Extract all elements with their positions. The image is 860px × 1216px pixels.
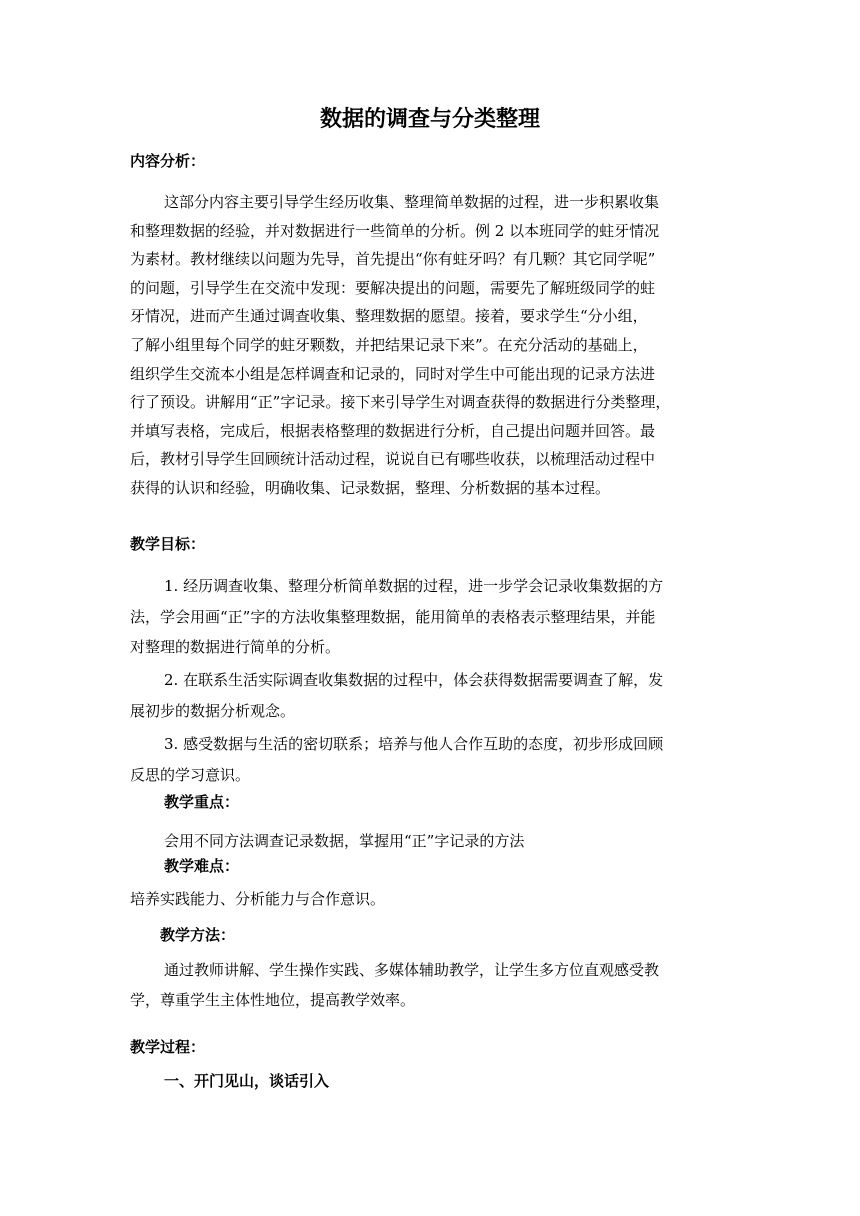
heading-teaching-goals: 教学目标： [130, 535, 206, 553]
goal-1-paragraph [130, 571, 732, 663]
goal-2-paragraph [130, 665, 732, 727]
paragraph-line: 这部分内容主要引导学生经历收集、整理简单数据的过程，进一步积累收集 [164, 193, 660, 211]
paragraph-line: 3. 感受数据与生活的密切联系；培养与他人合作互助的态度，初步形成回顾 [164, 735, 664, 753]
paragraph-line: 组织学生交流本小组是怎样调查和记录的，同时对学生中可能出现的记录方法进 [130, 364, 656, 383]
paragraph-line: 通过教师讲解、学生操作实践、多媒体辅助教学，让学生多方位直观感受教 [164, 961, 660, 979]
paragraph-line: 并填写表格，完成后，根据表格整理的数据进行分析，自己提出问题并回答。最 [130, 421, 656, 440]
paragraph-line: 展初步的数据分析观念。 [130, 702, 296, 720]
heading-process: 教学过程： [130, 1038, 206, 1056]
paragraph-line: 和整理数据的经验，并对数据进行一些简单的分析。例 2 以本班同学的蛀牙情况 [130, 221, 660, 240]
goal-3-paragraph [130, 729, 732, 791]
heading-difficulties: 教学难点： [164, 857, 240, 875]
paragraph-line: 后，教材引导学生回顾统计活动过程，说说自已有哪些收获，以梳理活动过程中 [130, 450, 656, 469]
paragraph-line: 法，学会用画“正”字的方法收集整理数据，能用简单的表格表示整理结果，并能 [130, 607, 656, 626]
paragraph-line: 了解小组里每个同学的蛀牙颗数，并把结果记录下来”。在充分活动的基础上， [130, 335, 648, 354]
process-step-1: 一、开门见山，谈话引入 [164, 1072, 330, 1090]
paragraph-line: 为素材。教材继续以问题为先导，首先提出“你有蛀牙吗？有几颗？其它同学呢” [130, 250, 656, 269]
paragraph-line: 培养实践能力、分析能力与合作意识。 [130, 890, 386, 908]
paragraph-line: 会用不同方法调查记录数据，掌握用“正”字记录的方法 [164, 832, 525, 850]
paragraph-line: 1. 经历调查收集、整理分析简单数据的过程，进一步学会记录收集数据的方 [164, 577, 664, 595]
paragraph-line: 行了预设。讲解用“正”字记录。接下来引导学生对调查获得的数据进行分类整理， [130, 393, 671, 412]
paragraph-line: 获得的认识和经验，明确收集、记录数据，整理、分析数据的基本过程。 [130, 478, 611, 497]
content-analysis-paragraph [130, 188, 732, 503]
heading-methods: 教学方法： [160, 926, 236, 944]
key-points-paragraph [130, 829, 732, 853]
paragraph-line: 对整理的数据进行简单的分析。 [130, 638, 341, 656]
methods-paragraph [130, 955, 732, 1015]
paragraph-line: 反思的学习意识。 [130, 766, 251, 784]
heading-key-points: 教学重点： [164, 793, 240, 811]
paragraph-line: 学，尊重学生主体性地位，提高教学效率。 [130, 991, 416, 1009]
paragraph-line: 2. 在联系生活实际调查收集数据的过程中，体会获得数据需要调查了解，发 [164, 671, 664, 689]
heading-content-analysis: 内容分析： [130, 152, 206, 170]
difficulties-paragraph [130, 887, 732, 911]
paragraph-line: 牙情况，进而产生通过调查收集、整理数据的愿望。接着，要求学生“分小组， [130, 307, 648, 326]
document-title: 数据的调查与分类整理 [319, 106, 540, 132]
paragraph-line: 的问题，引导学生在交流中发现：要解决提出的问题，需要先了解班级同学的蛀 [130, 278, 656, 297]
